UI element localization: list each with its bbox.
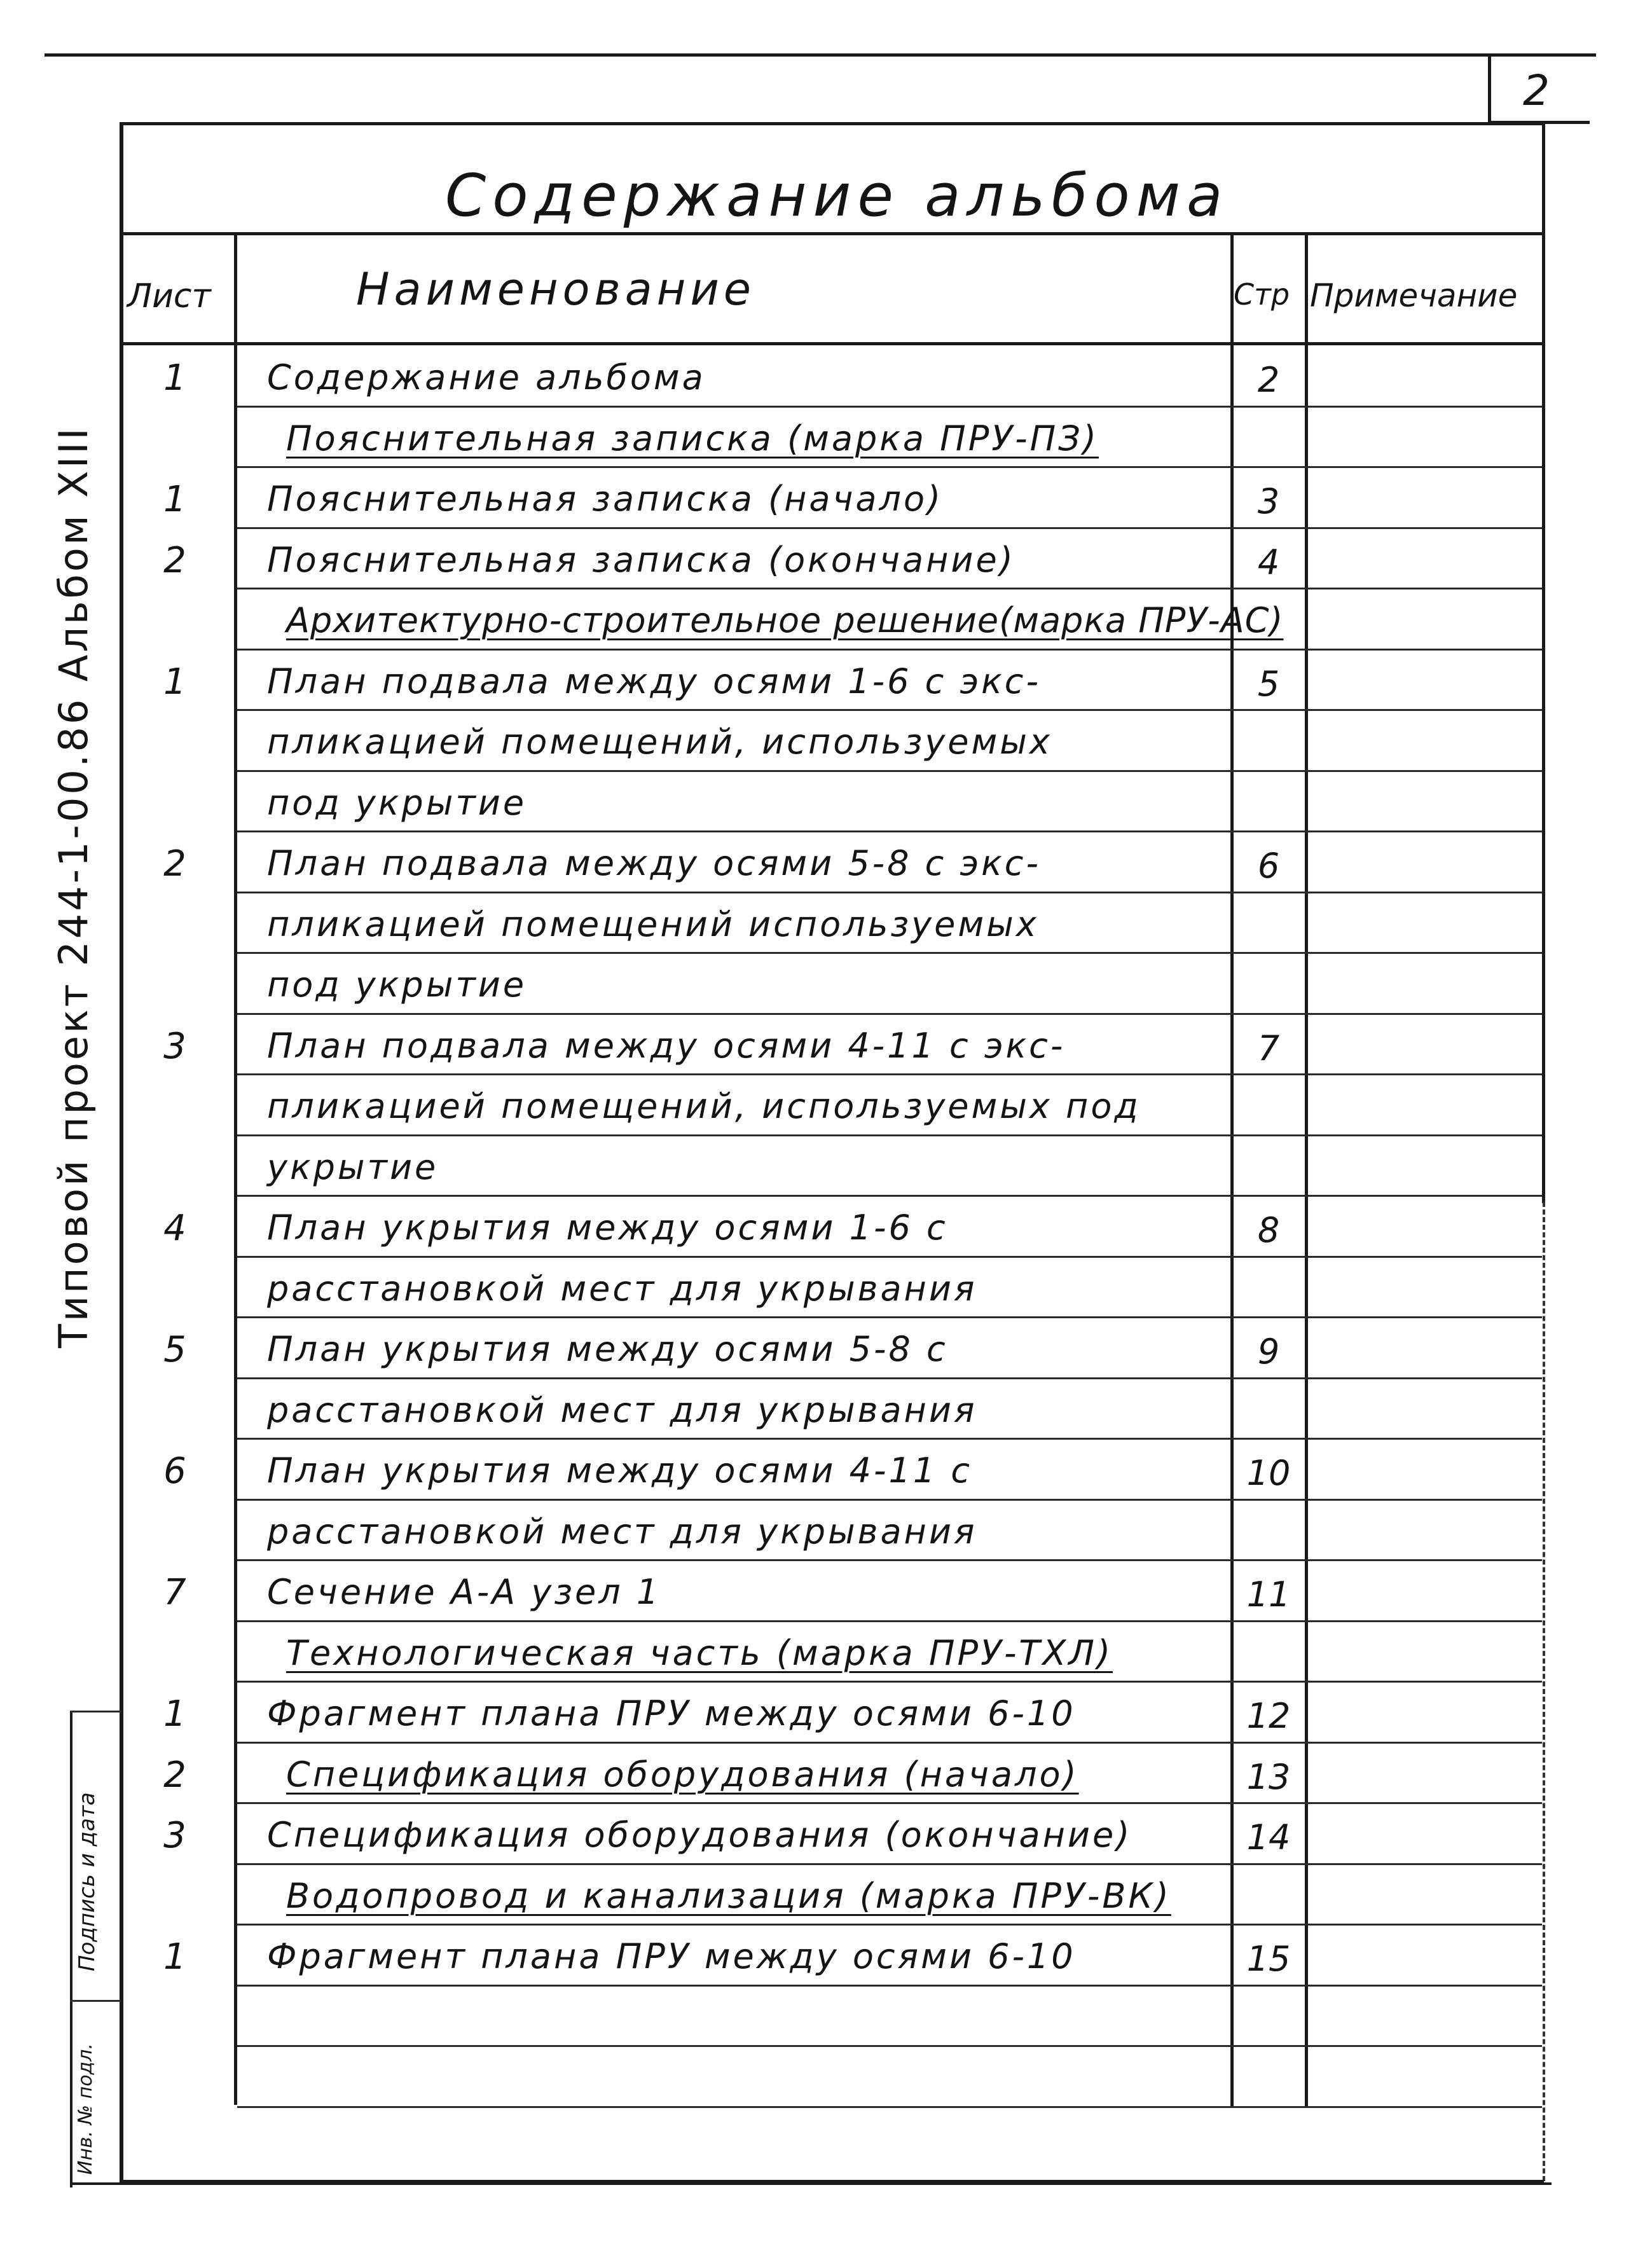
frame-top: [120, 122, 1544, 125]
row-rule: [237, 1802, 1542, 1804]
row-title: Сечение А-А узел 1: [267, 1572, 661, 1612]
row-sheet-number: 1: [163, 1936, 186, 1978]
top-border-line: [45, 53, 1596, 57]
col-divider-sheet: [234, 232, 237, 2105]
header-underline: [120, 342, 1544, 345]
stamp-label-inventory: Инв. № подл.: [74, 2043, 97, 2175]
frame-right-dashed: [1543, 1202, 1545, 2181]
row-sheet-number: 1: [163, 661, 186, 703]
row-rule: [237, 1316, 1542, 1318]
row-rule: [237, 1924, 1542, 1926]
binding-bottom: [70, 2182, 1552, 2185]
row-title: План укрытия между осями 5-8 с: [267, 1329, 948, 1369]
row-rule: [237, 1499, 1542, 1501]
binding-divider-top: [70, 1711, 121, 1712]
row-title: Фрагмент плана ПРУ между осями 6-10: [267, 1693, 1076, 1733]
row-rule: [237, 1620, 1542, 1622]
row-page-number: 8: [1257, 1210, 1280, 1250]
row-page-number: 3: [1257, 481, 1280, 521]
row-page-number: 14: [1246, 1817, 1291, 1857]
row-rule: [237, 830, 1542, 832]
row-page-number: 7: [1257, 1028, 1280, 1068]
row-title: Пояснительная записка (начало): [267, 479, 944, 519]
row-rule: [237, 1073, 1542, 1075]
row-title: Содержание альбома: [267, 357, 706, 397]
row-rule: [237, 892, 1542, 893]
row-rule: [237, 406, 1542, 408]
binding-divider-mid: [70, 2000, 121, 2002]
row-rule: [237, 466, 1542, 468]
row-rule: [237, 2045, 1542, 2047]
row-page-number: 2: [1257, 360, 1280, 400]
header-note: Примечание: [1310, 277, 1518, 314]
row-title: под укрытие: [267, 965, 527, 1005]
row-section-heading: Водопровод и канализация (марка ПРУ-ВК): [286, 1875, 1171, 1916]
row-sheet-number: 1: [163, 1693, 186, 1735]
row-title: пликацией помещений, используемых под: [267, 1086, 1141, 1126]
header-name: Наименование: [356, 263, 755, 315]
row-title: План укрытия между осями 1-6 с: [267, 1208, 948, 1248]
row-sheet-number: 3: [163, 1815, 186, 1856]
row-title: расстановкой мест для укрывания: [267, 1268, 977, 1309]
row-page-number: 10: [1246, 1453, 1291, 1493]
page-title: Содержание альбома: [445, 162, 1229, 230]
row-title: Пояснительная записка (окончание): [267, 539, 1015, 580]
row-title: План подвала между осями 5-8 с экс-: [267, 843, 1041, 883]
row-title: расстановкой мест для укрывания: [267, 1511, 977, 1552]
row-section-heading: Архитектурно-строительное решение(марка ПРУ-АС): [286, 600, 1284, 640]
side-label: Типовой проект 244-1-00.86 Альбом XIII: [50, 425, 97, 1348]
row-rule: [237, 649, 1542, 651]
frame-left: [120, 122, 123, 2182]
row-rule: [237, 952, 1542, 954]
row-rule: [237, 1256, 1542, 1258]
row-rule: [237, 1195, 1542, 1197]
row-rule: [237, 527, 1542, 529]
row-rule: [237, 1559, 1542, 1561]
row-rule: [237, 1742, 1542, 1744]
row-title: План укрытия между осями 4-11 с: [267, 1450, 973, 1491]
row-page-number: 11: [1246, 1574, 1291, 1615]
row-title: под укрытие: [267, 782, 527, 823]
row-sheet-number: 3: [163, 1025, 186, 1067]
row-sheet-number: 6: [163, 1450, 186, 1492]
row-section-heading: Спецификация оборудования (начало): [286, 1754, 1079, 1795]
row-page-number: 15: [1246, 1939, 1291, 1979]
row-rule: [237, 1377, 1542, 1379]
row-sheet-number: 4: [163, 1208, 186, 1249]
row-title: пликацией помещений, используемых: [267, 722, 1052, 762]
row-sheet-number: 2: [163, 843, 186, 885]
row-rule: [237, 1863, 1542, 1865]
row-rule: [237, 709, 1542, 711]
col-divider-note: [1305, 232, 1308, 2108]
row-rule: [237, 1681, 1542, 1683]
binding-line: [70, 1711, 72, 2188]
row-rule: [237, 1013, 1542, 1015]
row-section-heading: Пояснительная записка (марка ПРУ-ПЗ): [286, 418, 1099, 458]
row-sheet-number: 2: [163, 1754, 186, 1796]
row-rule: [237, 770, 1542, 772]
row-sheet-number: 2: [163, 539, 186, 581]
row-sheet-number: 1: [163, 357, 186, 399]
stamp-label-signature: Подпись и дата: [74, 1792, 100, 1971]
row-rule: [237, 2106, 1542, 2108]
row-title: План подвала между осями 1-6 с экс-: [267, 661, 1041, 701]
row-page-number: 12: [1246, 1696, 1291, 1736]
row-sheet-number: 5: [163, 1329, 186, 1370]
row-page-number: 6: [1257, 846, 1280, 886]
row-page-number: 9: [1257, 1332, 1280, 1372]
frame-right: [1542, 122, 1545, 1203]
row-title: Спецификация оборудования (окончание): [267, 1815, 1132, 1855]
row-rule: [237, 1134, 1542, 1136]
row-rule: [237, 588, 1542, 589]
row-section-heading: Технологическая часть (марка ПРУ-ТХЛ): [286, 1632, 1113, 1673]
row-sheet-number: 1: [163, 479, 186, 520]
row-title: пликацией помещений используемых: [267, 904, 1039, 944]
row-title: укрытие: [267, 1147, 439, 1187]
row-page-number: 13: [1246, 1756, 1291, 1797]
row-title: расстановкой мест для укрывания: [267, 1389, 977, 1430]
row-rule: [237, 1438, 1542, 1440]
page-number-box-left: [1488, 53, 1491, 122]
title-underline: [120, 232, 1544, 235]
row-sheet-number: 7: [163, 1572, 186, 1613]
row-page-number: 5: [1257, 663, 1280, 704]
row-rule: [237, 1985, 1542, 1987]
row-title: План подвала между осями 4-11 с экс-: [267, 1025, 1066, 1066]
row-title: Фрагмент плана ПРУ между осями 6-10: [267, 1936, 1076, 1976]
header-sheet: Лист: [127, 277, 211, 315]
row-page-number: 4: [1257, 542, 1280, 582]
header-page: Стр: [1234, 277, 1290, 312]
page-number: 2: [1523, 66, 1550, 115]
